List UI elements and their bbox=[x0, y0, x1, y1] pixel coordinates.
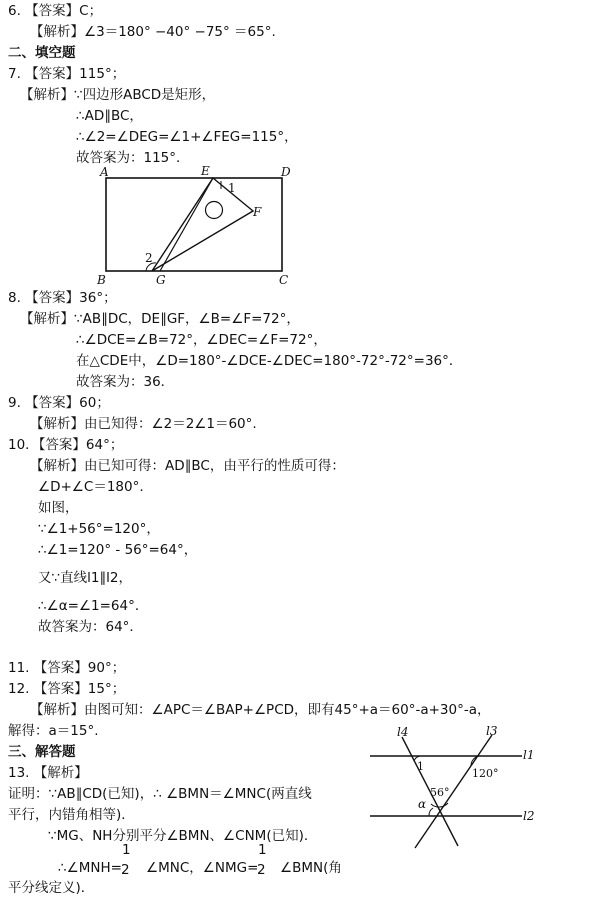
q13-line-1: 证明：∵AB∥CD(已知)，∴ ∠BMN＝∠MNC(两直线 bbox=[8, 786, 312, 802]
q8-line-2: ∴∠DCE=∠B=72°，∠DEC=∠F=72°， bbox=[76, 332, 327, 348]
q10-line-2: ∠D+∠C＝180°. bbox=[38, 479, 144, 495]
label-alpha: α bbox=[418, 797, 427, 811]
q8-answer: 8. 【答案】36°； bbox=[8, 290, 117, 306]
q7-explanation: 【解析】∵四边形ABCD是矩形， bbox=[20, 87, 216, 103]
q10-line-7: ∴∠α=∠1=64°． bbox=[38, 598, 149, 614]
label-C: C bbox=[279, 273, 289, 287]
label-l4: l4 bbox=[397, 725, 409, 739]
q8-line-4: 故答案为：36． bbox=[76, 374, 175, 390]
line-l3 bbox=[415, 735, 492, 848]
q7-line-2: ∴AD∥BC， bbox=[76, 108, 143, 124]
q13-line-2: 平行，内错角相等)． bbox=[8, 807, 135, 823]
q12-explanation: 【解析】由图可知：∠APC＝∠BAP+∠PCD，即有45°+a＝60°-a+30°-a， bbox=[30, 702, 491, 718]
q10-line-8: 故答案为：64°． bbox=[38, 619, 143, 635]
q7-line-4: 故答案为：115°． bbox=[76, 150, 190, 166]
label-angle-120: 120° bbox=[472, 767, 499, 780]
label-2: 2 bbox=[145, 251, 153, 265]
q10-line-5: ∴∠1=120° - 56°=64°， bbox=[38, 542, 198, 558]
q13-line-3: ∵MG、NH分别平分∠BMN、∠CNM(已知)． bbox=[48, 828, 318, 844]
label-G: G bbox=[156, 273, 166, 287]
label-angle-56: 56° bbox=[430, 786, 450, 799]
q10-line-6: 又∵直线l1∥l2， bbox=[38, 570, 133, 586]
q12-line-2: 解得：a＝15°. bbox=[8, 723, 99, 739]
label-A: A bbox=[100, 165, 109, 179]
q10-answer: 10．【答案】64°； bbox=[8, 437, 124, 453]
q10-explanation: 【解析】由已知可得：AD∥BC，由平行的性质可得： bbox=[30, 458, 345, 474]
fraction-1-denominator: 2 bbox=[121, 862, 130, 878]
fraction-1-numerator: 1 bbox=[122, 842, 131, 858]
q7-line-3: ∴∠2=∠DEG=∠1+∠FEG=115°， bbox=[76, 129, 298, 145]
angle-alpha-arc bbox=[429, 808, 433, 816]
q13-line-4b: ∠MNC，∠NMG= bbox=[146, 860, 259, 876]
section-3-heading: 三、解答题 bbox=[8, 744, 76, 760]
q13-line-5: 平分线定义)． bbox=[8, 880, 95, 896]
q8-explanation: 【解析】∵AB∥DC，DE∥GF，∠B=∠F=72°， bbox=[20, 311, 300, 327]
q7-answer: 7. 【答案】115°； bbox=[8, 66, 126, 82]
label-B: B bbox=[97, 273, 106, 287]
label-l1: l1 bbox=[523, 748, 535, 762]
label-angle-1: 1 bbox=[417, 760, 424, 773]
label-1: 1 bbox=[228, 181, 236, 195]
q13-line-4a: ∴∠MNH= bbox=[58, 860, 122, 876]
q6-answer: 6. 【答案】C； bbox=[8, 3, 103, 19]
label-l3: l3 bbox=[486, 724, 498, 738]
q9-explanation: 【解析】由已知得：∠2＝2∠1＝60°. bbox=[30, 416, 257, 432]
section-2-heading: 二、填空题 bbox=[8, 45, 76, 61]
q10-line-3: 如图， bbox=[38, 500, 79, 516]
q12-answer: 12. 【答案】15°； bbox=[8, 681, 126, 697]
label-l2: l2 bbox=[523, 809, 535, 823]
label-E: E bbox=[201, 164, 210, 178]
fraction-2-denominator: 2 bbox=[257, 862, 266, 878]
fraction-2-numerator: 1 bbox=[258, 842, 267, 858]
q13-heading: 13. 【解析】 bbox=[8, 765, 88, 781]
q13-line-4c: ∠BMN(角 bbox=[280, 860, 342, 876]
q8-line-3: 在△CDE中，∠D=180°-∠DCE-∠DEC=180°-72°-72°=36°． bbox=[76, 353, 463, 369]
q9-answer: 9. 【答案】60； bbox=[8, 395, 110, 411]
q6-explanation: 【解析】∠3＝180° −40° −75° ＝65°. bbox=[30, 24, 276, 40]
q10-line-4: ∵∠1+56°=120°， bbox=[38, 521, 160, 537]
label-F: F bbox=[253, 205, 262, 219]
label-D: D bbox=[281, 165, 291, 179]
q11-answer: 11. 【答案】90°； bbox=[8, 660, 126, 676]
